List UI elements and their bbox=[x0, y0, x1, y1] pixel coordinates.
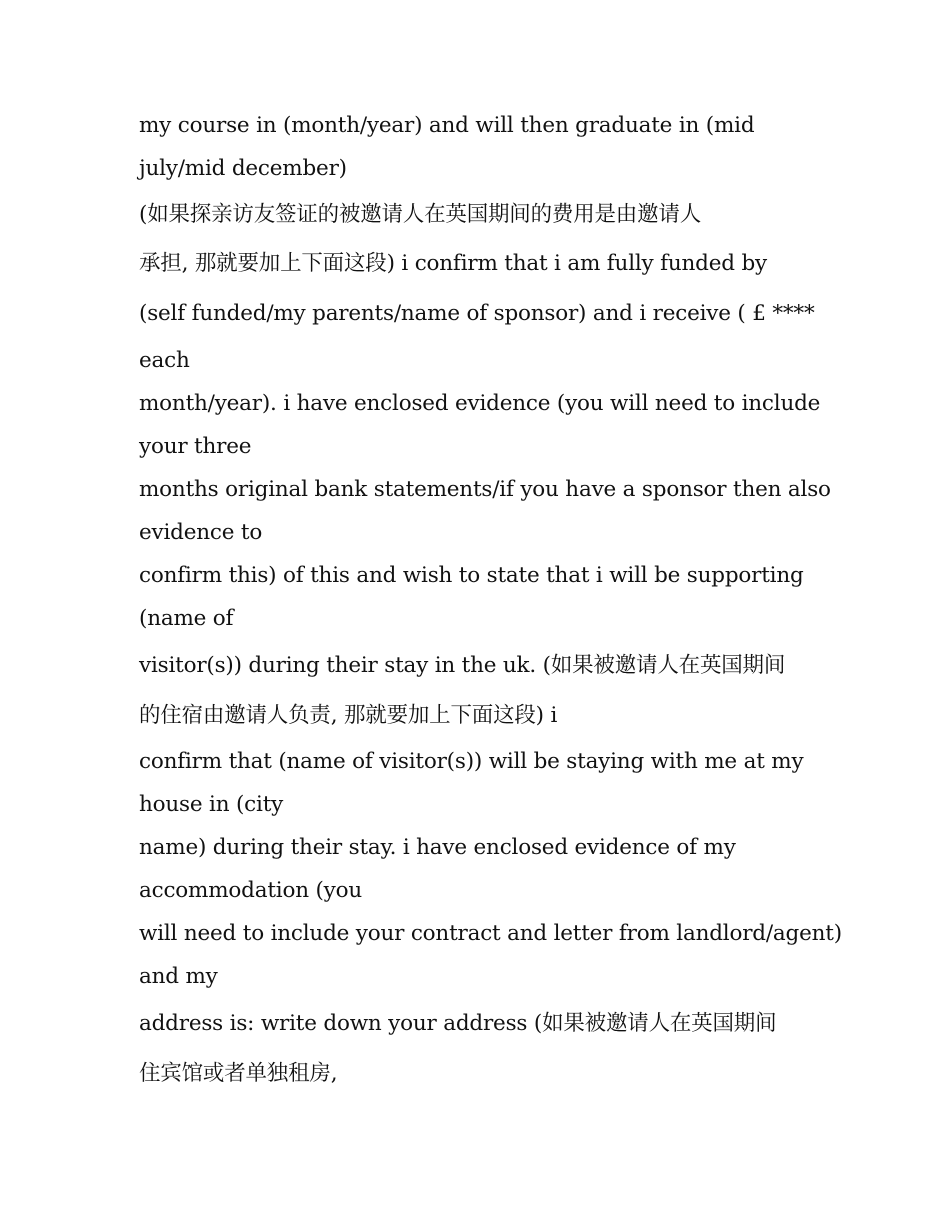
text-line: will need to include your contract and letter from landlord/agent) bbox=[139, 921, 842, 946]
text-line: your three bbox=[139, 434, 252, 459]
text-line: month/year). i have enclosed evidence (you will need to include bbox=[139, 391, 821, 416]
text-line: name) during their stay. i have enclosed evidence of my bbox=[139, 835, 736, 860]
text-line: evidence to bbox=[139, 520, 263, 545]
text-line: address is: write down your address (如果被邀请人在英国期间 bbox=[139, 1011, 777, 1036]
text-line: 承担, 那就要加上下面这段) i confirm that i am fully funded by bbox=[139, 251, 767, 276]
text-line: 的住宿由邀请人负责, 那就要加上下面这段) i bbox=[139, 703, 558, 728]
text-line: house in (city bbox=[139, 792, 284, 817]
text-line: months original bank statements/if you have a sponsor then also bbox=[139, 477, 831, 502]
text-line: confirm that (name of visitor(s)) will be staying with me at my bbox=[139, 749, 804, 774]
text-line: confirm this) of this and wish to state that i will be supporting bbox=[139, 563, 804, 588]
text-line: (如果探亲访友签证的被邀请人在英国期间的费用是由邀请人 bbox=[139, 202, 701, 227]
text-line: july/mid december) bbox=[139, 156, 347, 181]
text-line: (name of bbox=[139, 606, 234, 631]
text-line: my course in (month/year) and will then graduate in (mid bbox=[139, 113, 755, 138]
text-line: 住宾馆或者单独租房, bbox=[139, 1061, 338, 1086]
text-line: and my bbox=[139, 964, 218, 989]
text-line: each bbox=[139, 348, 190, 373]
text-line: accommodation (you bbox=[139, 878, 363, 903]
document-body bbox=[139, 104, 842, 1098]
text-line: visitor(s)) during their stay in the uk. (如果被邀请人在英国期间 bbox=[139, 653, 786, 678]
text-line: (self funded/my parents/name of sponsor) and i receive ( £ **** bbox=[139, 301, 815, 326]
